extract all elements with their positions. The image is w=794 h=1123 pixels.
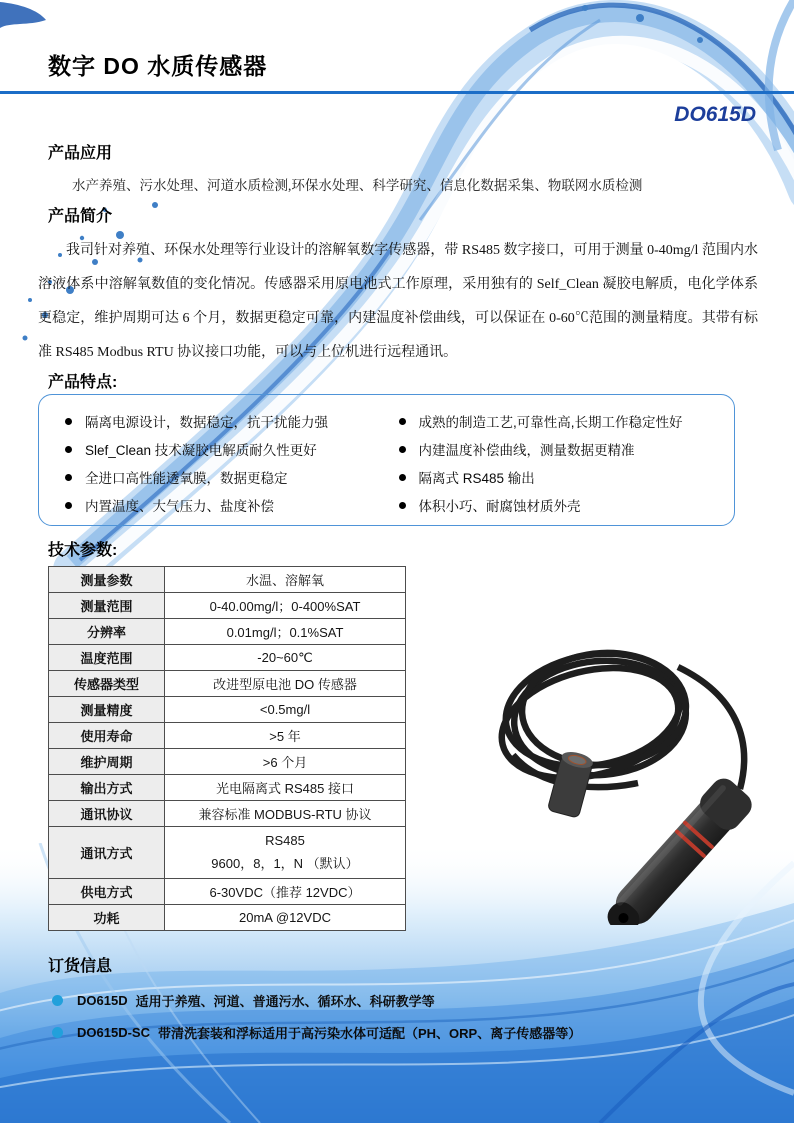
- spec-value-line1: RS485: [265, 833, 305, 848]
- applications-text: 水产养殖、污水处理、河道水质检测,环保水处理、科学研究、信息化数据采集、物联网水质检测: [72, 178, 643, 193]
- spec-value: 改进型原电池 DO 传感器: [165, 671, 406, 697]
- feature-item: [59, 407, 381, 435]
- bullet-icon: [399, 446, 406, 453]
- ordering-heading: 订货信息: [48, 958, 113, 975]
- feature-item: [59, 435, 381, 463]
- spec-value: <0.5mg/l: [165, 697, 406, 723]
- spec-label: 功耗: [49, 905, 165, 931]
- feature-label: 隔离电源设计，数据稳定，抗干扰能力强: [85, 415, 328, 430]
- spec-label: 通讯协议: [49, 801, 165, 827]
- feature-label: Slef_Clean 技术凝胶电解质耐久性更好: [85, 443, 317, 458]
- spec-label: 使用寿命: [49, 723, 165, 749]
- feature-item: [393, 463, 715, 491]
- features-box: [38, 394, 735, 526]
- feature-label: 体积小巧、耐腐蚀材质外壳: [418, 499, 581, 514]
- feature-label: 全进口高性能透氧膜，数据更稳定: [85, 471, 288, 486]
- spec-value: 0-40.00mg/l；0-400%SAT: [165, 593, 406, 619]
- ordering-item: [52, 1023, 581, 1042]
- spec-value: -20~60℃: [165, 645, 406, 671]
- bullet-icon: [65, 502, 72, 509]
- ordering-model: DO615D-SC: [77, 1025, 150, 1040]
- specs-table: [48, 566, 406, 931]
- spec-value: >5 年: [165, 723, 406, 749]
- spec-label: 分辨率: [49, 619, 165, 645]
- bullet-icon: [399, 474, 406, 481]
- feature-item: [59, 491, 381, 519]
- spec-label: 通讯方式: [49, 827, 165, 879]
- model-number: DO615D: [674, 103, 756, 126]
- ordering-model: DO615D: [77, 993, 128, 1008]
- header-divider: [0, 91, 794, 94]
- introduction-heading: 产品简介: [48, 208, 113, 225]
- ordering-description: 带清洗套装和浮标适用于高污染水体可适配（PH、ORP、离子传感器等）: [157, 1026, 582, 1041]
- bullet-icon: [65, 446, 72, 453]
- spec-label: 测量范围: [49, 593, 165, 619]
- feature-item: [393, 491, 715, 519]
- applications-heading: 产品应用: [48, 145, 113, 162]
- feature-label: 内建温度补偿曲线，测量数据更精准: [418, 443, 635, 458]
- features-heading: 产品特点:: [48, 374, 118, 391]
- introduction-text: 我司针对养殖、环保水处理等行业设计的溶解氧数字传感器，带 RS485 数字接口，可用于测量 0-40mg/l 范围内水溶液体系中溶解氧数值的变化情况。传感器采用原电池式工作原理，采用独有的 Self_Clean 凝胶电解质，电化学体系更稳定，维护周期可达 6 个月，数据更稳定可靠，内建温度补偿曲线，可以保证在 0-60℃范围的测量精度。其带有标准 RS485 Modbus RTU 协议接口功能，可以与上位机进行远程通讯。: [38, 243, 758, 360]
- ordering-description: 适用于养殖、河道、普通污水、循环水、科研教学等: [135, 994, 435, 1009]
- feature-item: [393, 435, 715, 463]
- spec-label: 温度范围: [49, 645, 165, 671]
- spec-value: 0.01mg/l；0.1%SAT: [165, 619, 406, 645]
- bullet-icon: [399, 502, 406, 509]
- feature-item: [393, 407, 715, 435]
- order-bullet-icon: [52, 995, 63, 1006]
- spec-label: 输出方式: [49, 775, 165, 801]
- spec-value: 水温、溶解氧: [165, 567, 406, 593]
- spec-label: 测量参数: [49, 567, 165, 593]
- feature-label: 内置温度、大气压力、盐度补偿: [85, 499, 274, 514]
- feature-item: [59, 463, 381, 491]
- spec-value: 光电隔离式 RS485 接口: [165, 775, 406, 801]
- spec-label: 测量精度: [49, 697, 165, 723]
- bullet-icon: [399, 418, 406, 425]
- spec-value: 兼容标准 MODBUS-RTU 协议: [165, 801, 406, 827]
- sensor-product-image: [478, 615, 778, 925]
- specs-heading: 技术参数:: [48, 542, 118, 559]
- bullet-icon: [65, 418, 72, 425]
- ordering-item: [52, 991, 435, 1010]
- spec-value: [165, 827, 406, 879]
- spec-value: 6-30VDC（推荐 12VDC）: [165, 879, 406, 905]
- feature-label: 隔离式 RS485 输出: [418, 471, 535, 486]
- spec-value: >6 个月: [165, 749, 406, 775]
- spec-label: 维护周期: [49, 749, 165, 775]
- page-title: 数字 DO 水质传感器: [48, 53, 268, 79]
- feature-label: 成熟的制造工艺,可靠性高,长期工作稳定性好: [418, 415, 683, 430]
- bullet-icon: [65, 474, 72, 481]
- spec-label: 传感器类型: [49, 671, 165, 697]
- spec-label: 供电方式: [49, 879, 165, 905]
- spec-value-line2: 9600，8，1，N （默认）: [211, 856, 359, 871]
- order-bullet-icon: [52, 1027, 63, 1038]
- spec-value: 20mA @12VDC: [165, 905, 406, 931]
